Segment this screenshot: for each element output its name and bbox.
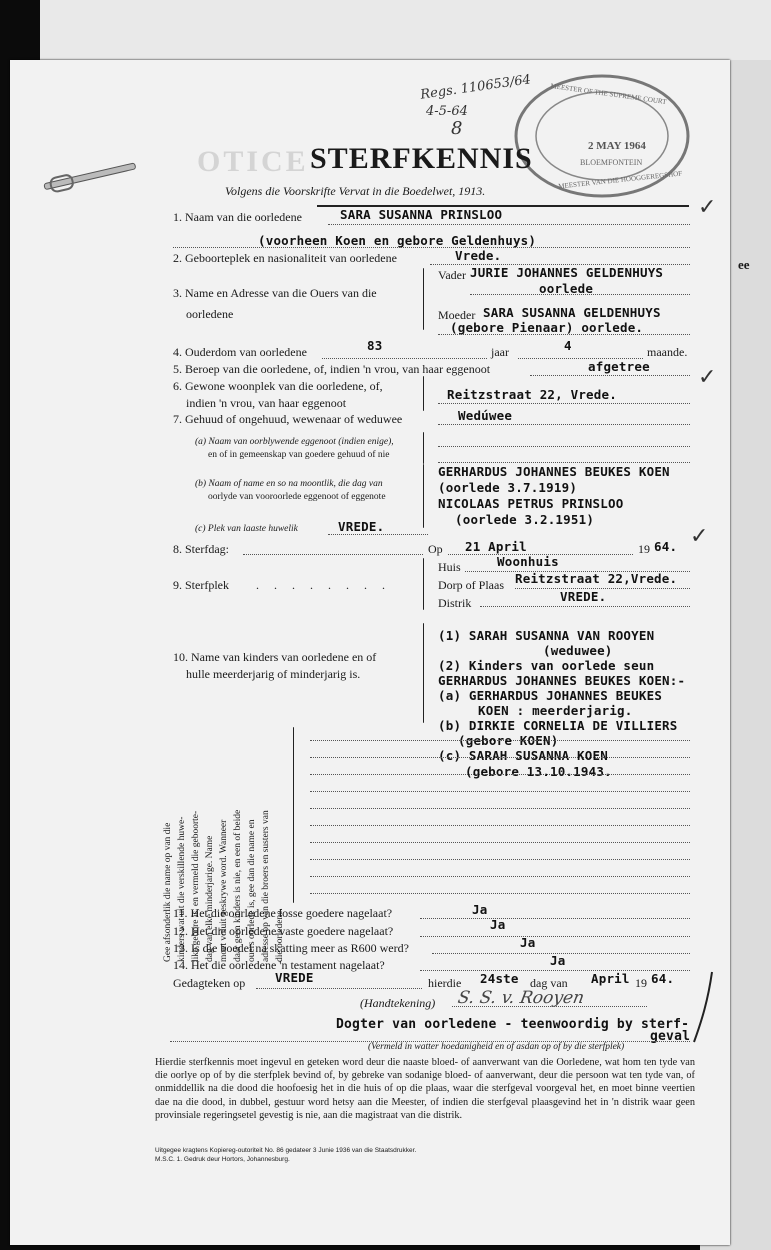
field-6-label-b: indien 'n vrou, van haar eggenoot <box>186 396 347 410</box>
field-12-label: 12. Het die oorledene vaste goedere nagelaat? <box>173 924 394 938</box>
child-line-6: KOEN : meerderjarig. <box>478 703 633 718</box>
field-8-label: 8. Sterfdag: <box>173 542 229 556</box>
printer-line-2: M.S.C. 1. Gedruk deur Hortors, Johannesburg. <box>155 1156 290 1163</box>
handwritten-date: 4-5-64 <box>426 104 468 119</box>
field-4-label: 4. Ouderdom van oorledene <box>173 345 307 359</box>
field-6-value: Reitzstraat 22, Vrede. <box>447 387 617 402</box>
field-7b-value1: GERHARDUS JOHANNES BEUKES KOEN <box>438 464 670 479</box>
field-7a-label-b: en of in gemeenskap van goedere gehuud of nie <box>208 450 390 460</box>
capacity-value: Dogter van oorledene - teenwoordig by sterf- <box>336 1017 690 1032</box>
child-line-1: (1) SARAH SUSANNA VAN ROOYEN <box>438 628 655 643</box>
right-edge-text: ee <box>738 257 750 272</box>
child-line-10: (gebore 13.10.1943. <box>465 764 612 779</box>
check-mark-icon: ✓ <box>698 195 717 220</box>
field-14-label: 14. Het die oorledene 'n testament nagelaat? <box>173 958 385 972</box>
handwritten-ref: Regs. 110653/64 <box>419 72 532 103</box>
document-page <box>10 60 730 1245</box>
stamp-line2: 2 MAY 1964 <box>588 140 646 152</box>
signed-month: April <box>591 971 630 986</box>
field-7b-label-a: (b) Naam of name en so na moontlik, die dag van <box>195 479 383 489</box>
field-13-value: Ja <box>520 935 536 950</box>
children-instructions: Gee afsonderlik die name op van die kinders wat uit die verskillende huwe- like gebore is, en vermeld die geboorte- dag van elke minderjarige. Name moet voluit geskrywe word. Wanneer daar geen kinders is nie, en een of beide ouers oorlede is, gee dan die name en adresse op van die broers en susters van die oorledene. <box>163 809 285 962</box>
dorp-label: Dorp of Plaas <box>438 578 504 592</box>
field-2-label: 2. Geboorteplek en nasionaliteit van oorledene <box>173 251 397 265</box>
signature: S. S. v. Rooyen <box>456 988 586 1008</box>
field-10-label-b: hulle meerderjarig of minderjarig is. <box>186 667 361 681</box>
child-line-7: (b) DIRKIE CORNELIA DE VILLIERS <box>438 718 678 733</box>
field-8-value: 21 April <box>465 539 527 554</box>
moeder-value2: (gebore Pienaar) oorlede. <box>450 320 644 335</box>
field-7c-value: VREDE. <box>338 519 385 534</box>
field-3-label-a: 3. Name en Adresse van die Ouers van die <box>173 286 377 300</box>
field-7-label: 7. Gehuud of ongehuud, wewenaar of weduwee <box>173 412 403 426</box>
handwritten-mark: 8 <box>451 118 463 139</box>
child-line-5: (a) GERHARDUS JOHANNES BEUKES <box>438 688 663 703</box>
huis-label: Huis <box>438 560 461 574</box>
field-4-maande: maande. <box>647 345 688 359</box>
paper-clip-icon <box>42 158 136 196</box>
field-1-value2: (voorheen Koen en gebore Geldenhuys) <box>258 233 537 248</box>
field-11-value: Ja <box>472 902 488 917</box>
signed-place: VREDE <box>275 970 314 985</box>
field-5-label: 5. Beroep van die oorledene, of, indien 'n vrou, van haar eggenoot <box>173 362 491 376</box>
field-10-label-a: 10. Name van kinders van oorledene en of <box>173 650 377 664</box>
moeder-label: Moeder <box>438 308 476 322</box>
field-7c-label: (c) Plek van laaste huwelik <box>195 524 298 534</box>
field-1-label: 1. Naam van die oorledene <box>173 210 302 224</box>
field-1-value: SARA SUSANNA PRINSLOO <box>340 207 503 222</box>
child-line-3: (2) Kinders van oorlede seun <box>438 658 655 673</box>
field-7b-value4: (oorlede 3.2.1951) <box>455 512 595 527</box>
page-title: STERFKENNIS <box>310 142 533 175</box>
dorp-value: Reitzstraat 22,Vrede. <box>515 571 678 586</box>
child-line-4: GERHARDUS JOHANNES BEUKES KOEN:- <box>438 673 686 688</box>
child-line-8: (gebore KOEN) <box>458 733 559 748</box>
signed-year: 64. <box>651 971 675 986</box>
ghost-title: OTICE <box>197 145 309 178</box>
distrik-label: Distrik <box>438 596 472 610</box>
signature-stroke-icon <box>690 970 720 1050</box>
stamp-line3: BLOEMFONTEIN <box>580 158 643 167</box>
capacity-value2: geval <box>650 1029 691 1044</box>
field-12-value: Ja <box>490 917 506 932</box>
vader-value: JURIE JOHANNES GELDENHUYS <box>470 265 664 280</box>
field-7-value: Wedúwee <box>458 408 513 423</box>
field-11-label: 11. Het die oorledene losse goedere nagelaat? <box>173 906 393 920</box>
signed-hierdie: hierdie <box>428 976 462 990</box>
child-line-2: (weduwee) <box>543 643 613 658</box>
page-subtitle: Volgens die Voorskrifte Vervat in die Boedelwet, 1913. <box>225 184 486 198</box>
field-6-label-a: 6. Gewone woonplek van die oorledene, of, <box>173 379 383 393</box>
field-4-jaar: jaar <box>491 345 509 359</box>
stamp-line1: MEESTER OF THE SUPREME COURT <box>550 81 667 107</box>
field-2-value: Vrede. <box>455 248 502 263</box>
field-4-months: 4 <box>564 338 572 353</box>
field-7b-label-b: oorlyde van vooroorlede eggenoot of eggenote <box>208 492 386 502</box>
vader-label: Vader <box>438 268 466 282</box>
distrik-value: VREDE. <box>560 589 607 604</box>
huis-value: Woonhuis <box>497 554 559 569</box>
moeder-value: SARA SUSANNA GELDENHUYS <box>483 305 661 320</box>
check-mark-icon: ✓ <box>690 524 709 549</box>
signed-label: Gedagteken op <box>173 976 246 990</box>
handtekening-label: (Handtekening) <box>360 996 436 1010</box>
field-13-label: 13. Is die boedel na skatting meer as R600 werd? <box>173 941 409 955</box>
capacity-note: (Vermeld in watter hoedanigheid en of asdan op of by die sterfplek) <box>368 1042 625 1052</box>
field-7b-value2: (oorlede 3.7.1919) <box>438 480 578 495</box>
field-8-year: 64. <box>654 539 678 554</box>
field-8-op: Op <box>428 542 443 556</box>
check-mark-icon: ✓ <box>698 365 717 390</box>
stamp-line4: MEESTER VAN DIE HOOGGEREGSHOF <box>557 169 683 191</box>
signed-dag-van: dag van <box>530 976 568 990</box>
field-9-label: 9. Sterfplek <box>173 578 229 592</box>
field-14-value: Ja <box>550 953 566 968</box>
signed-day: 24ste <box>480 971 519 986</box>
footer-instructions: Hierdie sterfkennis moet ingevul en geteken word deur die naaste bloed- of aanverwant van die Oorledene, wat hom ten tyde van die oorlye op of by die sterfplek bevind of, by gebreke van sodanige bloed- of aanverwant, deur die persoon wat ten tyde van, of onmiddellik na die dood die hoofoesig het in die huis of op die plaas, waar die sterfgeval voorgeval het, en moet binne veertien dae na die dood, in dubbel, gestuur word hetsy aan die Meester, of indien die sterfgeval plaasgevind het in 'n distrik waar geen provinsiale regeringsetel gevestig is nie, aan die magistraat van die distrik. <box>155 1057 695 1121</box>
field-7b-value3: NICOLAAS PETRUS PRINSLOO <box>438 496 624 511</box>
signed-19: 19 <box>635 976 647 990</box>
field-7a-label-a: (a) Naam van oorblywende eggenoot (indien enige), <box>195 437 394 447</box>
field-3-label-b: oorledene <box>186 307 234 321</box>
child-line-9: (c) SARAH SUSANNA KOEN <box>438 748 608 763</box>
printer-line-1: Uitgegee kragtens Kopiereg-outoriteit No. 86 gedateer 3 Junie 1936 van die Staatsdrukker. <box>155 1147 417 1154</box>
field-8-19: 19 <box>638 542 650 556</box>
vader-value2: oorlede <box>539 281 594 296</box>
field-9-dots: . . . . . . . . <box>256 578 391 592</box>
field-5-value: afgetree <box>588 359 650 374</box>
field-4-years: 83 <box>367 338 383 353</box>
